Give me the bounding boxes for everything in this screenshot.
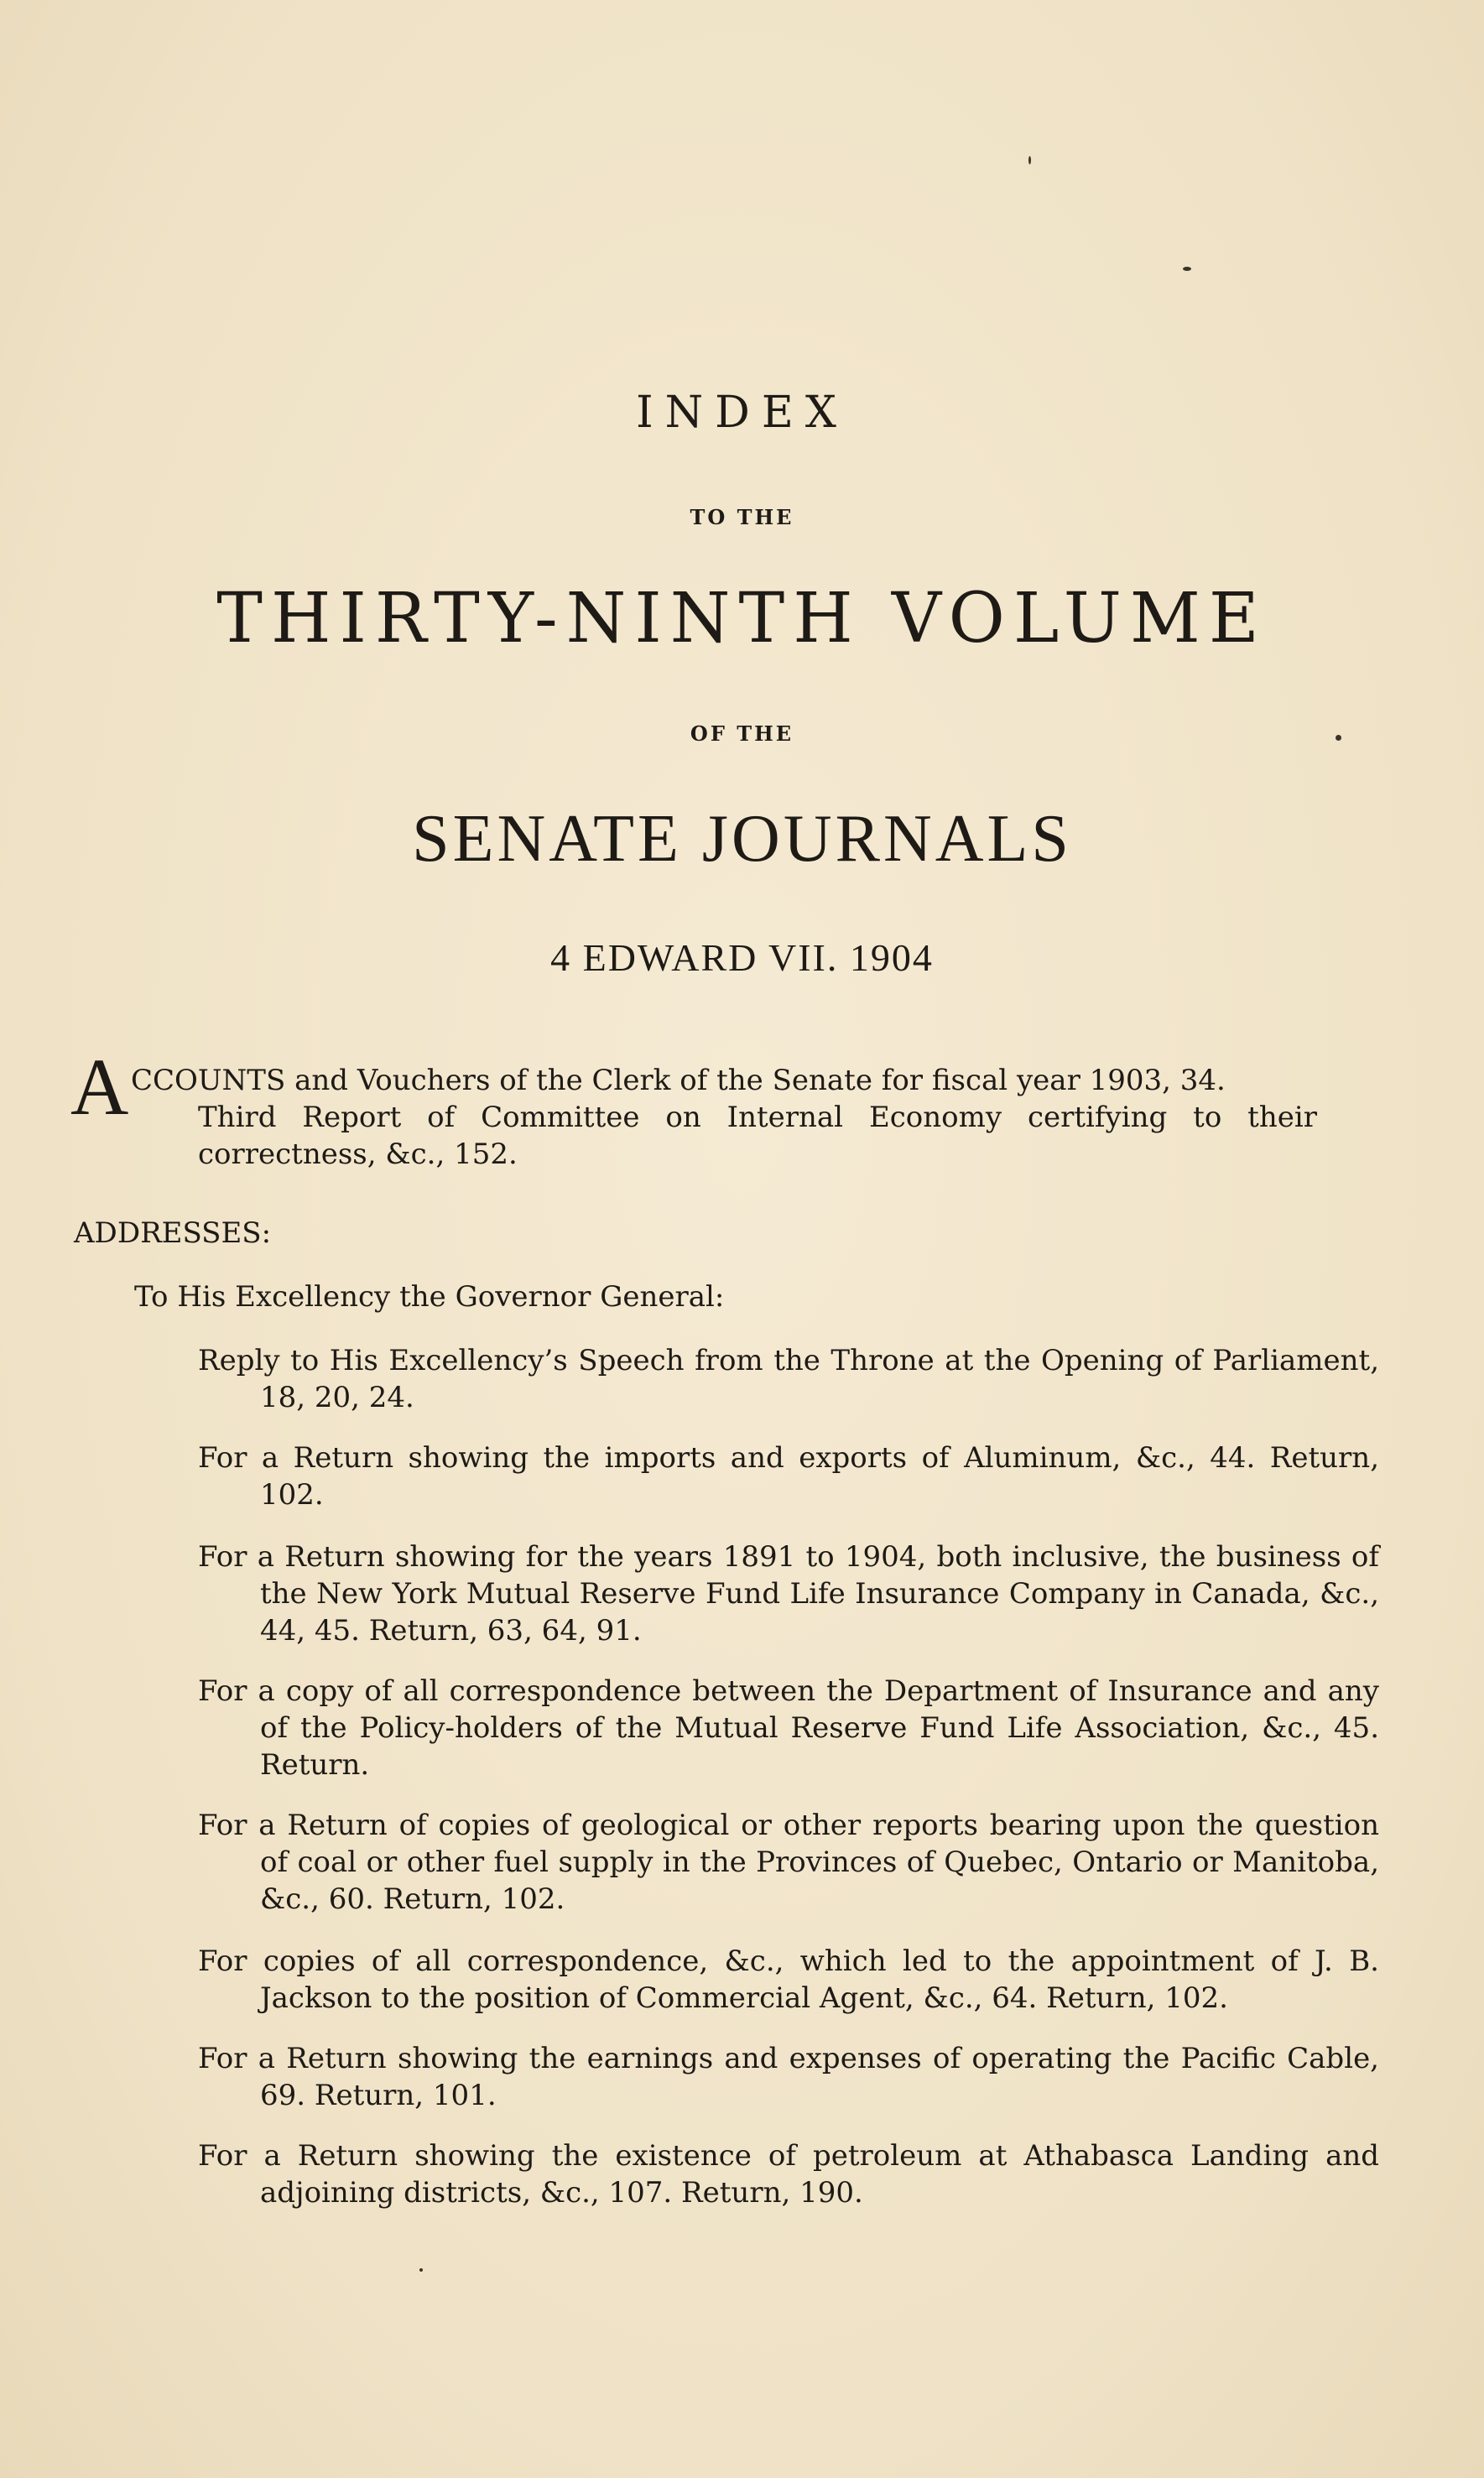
address-entry: For a Return showing the existence of petroleum at Athabasca Landing and adjoining districts, &c., 107. Return, 190.: [198, 2139, 1379, 2210]
paper-speck: [1028, 156, 1031, 164]
to-the-label: TO THE: [690, 505, 794, 529]
address-entry: For a Return showing the imports and exports of Aluminum, &c., 44. Return, 102.: [198, 1441, 1379, 1512]
address-entry: For a Return of copies of geological or other reports bearing upon the question of coal or other fuel supply in the Provinces of Quebec, Ontario or Manitoba, &c., 60. Return, 102.: [198, 1809, 1379, 1916]
paper-speck: [1336, 735, 1341, 741]
address-entry: Reply to His Excellency’s Speech from the Throne at the Opening of Parliament, 18, 20, 24.: [198, 1344, 1379, 1414]
accounts-continuation: Third Report of Committee on Internal Economy certifying to their correctness, &c., 152.: [198, 1101, 1317, 1171]
accounts-entry: [70, 1042, 1317, 1173]
journals-heading: SENATE JOURNALS: [412, 802, 1072, 876]
address-entry: For a Return showing the earnings and expenses of operating the Pacific Cable, 69. Return, 101.: [198, 2042, 1379, 2112]
address-entry: For copies of all correspondence, &c., which led to the appointment of J. B. Jackson to the position of Commercial Agent, &c., 64. Return, 102.: [198, 1944, 1379, 2015]
accounts-first-line: CCOUNTS and Vouchers of the Clerk of the Senate for fiscal year 1903, 34.: [131, 1064, 1226, 1097]
paper-speck: [1183, 267, 1191, 271]
address-entry: For a copy of all correspondence between the Department of Insurance and any of the Policy-holders of the Mutual Reserve Fund Life Association, &c., 45. Return.: [198, 1674, 1379, 1782]
address-entry: For a Return showing for the years 1891 to 1904, both inclusive, the business of the New York Mutual Reserve Fund Life Insurance Company in Canada, &c., 44, 45. Return, 63, 64, 91.: [198, 1540, 1379, 1648]
addresses-subheading: To His Excellency the Governor General:: [134, 1280, 725, 1314]
year-heading: 4 EDWARD VII. 1904: [550, 936, 934, 979]
paper-speck: [419, 2268, 423, 2272]
index-heading: INDEX: [636, 388, 848, 438]
of-the-label: OF THE: [690, 721, 794, 746]
addresses-heading: ADDRESSES:: [74, 1216, 272, 1250]
volume-heading: THIRTY-NINTH VOLUME: [216, 579, 1268, 659]
drop-cap: A: [70, 1042, 129, 1132]
